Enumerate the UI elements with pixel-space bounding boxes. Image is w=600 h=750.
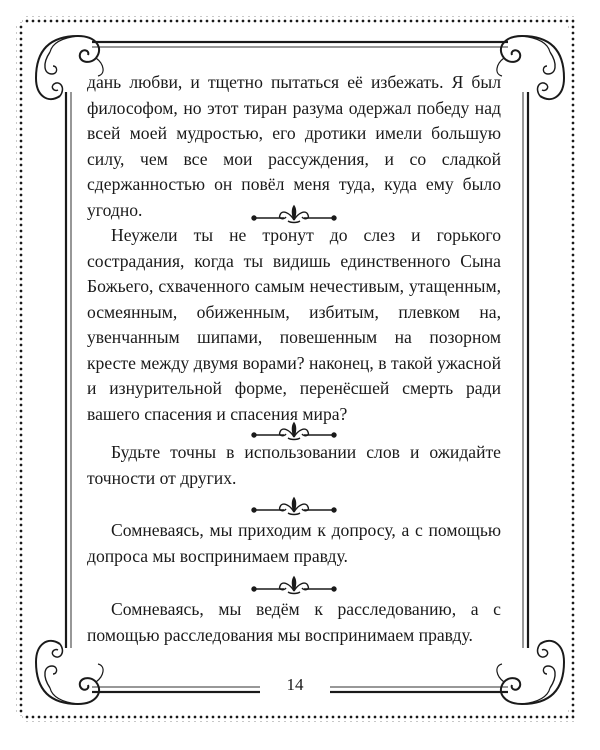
page-number: 14 [260,674,330,696]
paragraph-text: Сомневаясь, мы приходим к допросу, а с помощью допроса мы воспринимаем правду. [87,520,501,566]
paragraph-2 [87,223,501,427]
paragraph-text: Неужели ты не тронут до слез и горького сострадания, когда ты видишь единственного Сына Божьего, схваченного самым нечестивым, утащенным, осмеянным, обиженным, избитым, плевком на, увенчанным шипами, повешенным на позорном кресте между двумя ворами? наконец, в такой ужасной и изнурительной форме, перенёсшей смерть ради вашего спасения и спасения мира? [87,225,501,424]
paragraph-1 [87,70,501,223]
paragraph-5 [87,597,501,648]
ornament-divider [250,420,338,442]
paragraph-text: дань любви, и тщетно пытаться её избежать. Я был философом, но этот тиран разума одержал победу над всей моей мудростью, его дротики имели большую силу, чем все мои рассуждения, и со сладкой сдержанностью он повёл меня туда, куда ему было угодно. [87,72,501,220]
paragraph-3 [87,440,501,491]
ornament-divider [250,495,338,517]
paragraph-text: Сомневаясь, мы ведём к расследованию, а с помощью расследования мы воспринимаем правду. [87,599,501,645]
ornament-divider [250,574,338,596]
paragraph-text: Будьте точны в использовании слов и ожидайте точности от других. [87,442,501,488]
ornament-divider [250,203,338,225]
paragraph-4 [87,518,501,569]
